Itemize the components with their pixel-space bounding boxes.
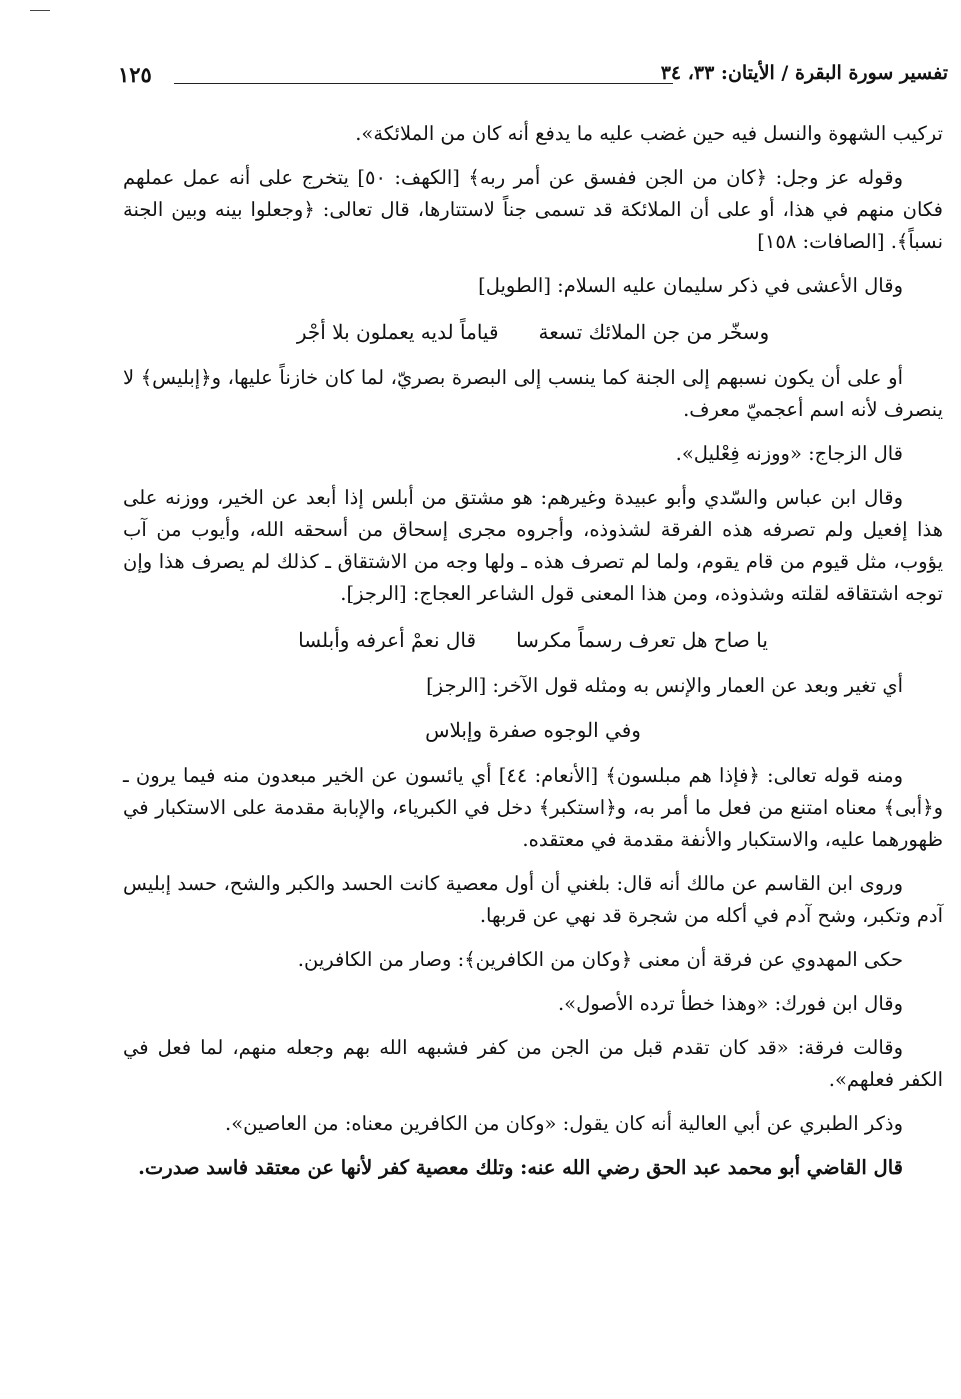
page-header xyxy=(118,62,948,96)
body-text xyxy=(123,118,943,1196)
poem-line: وفي الوجوه صفرة وإبلاس xyxy=(425,718,641,742)
paragraph: وروى ابن القاسم عن مالك أنه قال: بلغني أن أول معصية كانت الحسد والكبر والشح، حسد إبليس آدم وتكبر، وشح آدم في أكله من شجرة قد نهي عن قربها. xyxy=(123,872,943,927)
paragraph: وقال ابن فورك: «وهذا خطأ ترده الأصول». xyxy=(557,992,903,1015)
paragraph: وقال ابن عباس والسّدي وأبو عبيدة وغيرهم: هو مشتق من أبلس إذا أبعد عن الخير، ووزنه على هذا إفعيل ولم تصرفه هذه الفرقة لشذوذه، وأجروه مجرى إسحاق من أسحقه الله، وأيوب من آب يؤوب، مثل قيوم من قام يقوم، ولما لم تصرف هذه ـ ولها وجه من الاشتقاق ـ كذلك لم يصرف هذا وإن توجه اشتقاقه لقلته وشذوذه، ومن هذا المعنى قول الشاعر العجاج: [الرجز]. xyxy=(123,486,943,605)
paragraph: حكى المهدوي عن فرقة أن معنى ﴿وكان من الكافرين﴾: وصار من الكافرين. xyxy=(297,948,903,971)
verse-second-half: قياماً لديه يعملون بلا أجْر xyxy=(296,320,499,344)
page-number: ١٢٥ xyxy=(118,62,152,87)
paragraph: وذكر الطبري عن أبي العالية أنه كان يقول: «وكان من الكافرين معناه: من العاصين». xyxy=(225,1112,903,1135)
verse-second-half: قال نعمْ أعرفه وأبلسا xyxy=(298,628,477,652)
paragraph: وقال الأعشى في ذكر سليمان عليه السلام: [الطويل] xyxy=(478,274,903,297)
paragraph: وقالت فرقة: «قد كان تقدم قبل من الجن من كفر فشبهه الله بهم وجعله منهم، لما فعل في الكفر فعلهم». xyxy=(123,1036,943,1091)
paragraph: قال الزجاج: «ووزنه فِعْليل». xyxy=(675,442,903,465)
poem-verse xyxy=(123,316,943,348)
running-title: تفسير سورة البقرة / الأيتان: ٣٣، ٣٤ xyxy=(660,62,948,84)
corner-mark xyxy=(30,10,50,11)
paragraph: قال القاضي أبو محمد عبد الحق رضي الله عنه: وتلك معصية كفر لأنها عن معتقد فاسد صدرت. xyxy=(138,1156,903,1179)
verse-first-half: يا صاح هل تعرف رسماً مكرسا xyxy=(516,628,768,652)
paragraph: ومنه قوله تعالى: ﴿فإذا هم مبلسون﴾ [الأنعام: ٤٤] أي يائسون عن الخير مبعدون منه فيما يرون ـ و﴿أبى﴾ معناه امتنع من فعل ما أمر به، و﴿استكبر﴾ دخل في الكبرياء، والإبابة مقدمة على الاستكبار في ظهورهما عليه، والاستكبار والأنفة مقدمة في معتقده. xyxy=(123,764,943,851)
verse-first-half: وسخّر من جن الملائك تسعة xyxy=(538,320,770,344)
header-rule xyxy=(174,83,673,84)
paragraph: تركيب الشهوة والنسل فيه حين غضب عليه ما يدفع أنه كان من الملائكة». xyxy=(355,122,943,145)
poem-verse xyxy=(123,624,943,656)
paragraph: أي تغير وبعد عن العمار والإنس به ومثله قول الآخر: [الرجز] xyxy=(426,674,903,697)
paragraph: وقوله عز وجل: ﴿كان من الجن ففسق عن أمر ربه﴾ [الكهف: ٥٠] يتخرج على أنه عمل عملهم فكان منهم في هذا، أو على أن الملائكة قد تسمى جناً لاستتارها، قال تعالى: ﴿وجعلوا بينه وبين الجنة نسباً﴾. [الصافات: ١٥٨] xyxy=(123,166,943,253)
paragraph: أو على أن يكون نسبهم إلى الجنة كما ينسب إلى البصرة بصريّ، لما كان خازناً عليها، و﴿إبليس﴾ لا ينصرف لأنه اسم أعجميّ معرف. xyxy=(123,366,943,421)
